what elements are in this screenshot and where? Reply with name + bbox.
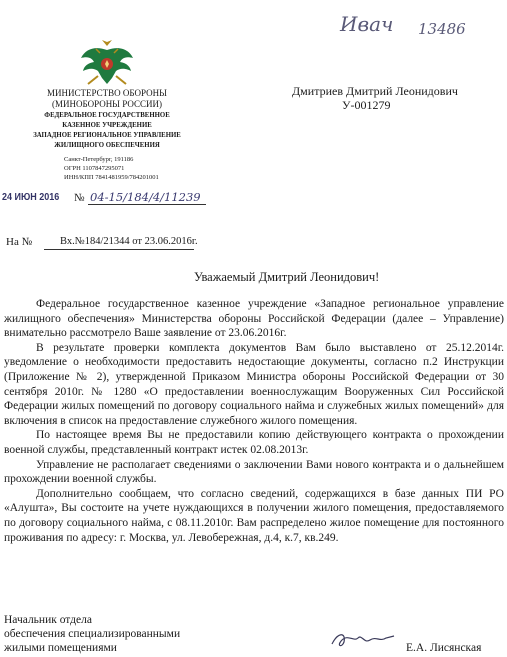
recipient-name: Дмитриев Дмитрий Леонидович — [292, 84, 458, 98]
org-name-line: ФЕДЕРАЛЬНОЕ ГОСУДАРСТВЕННОЕ — [44, 112, 170, 119]
signer-position: Начальник отдела — [4, 614, 92, 626]
double-headed-eagle-emblem — [78, 38, 136, 88]
org-ogrn: ОГРН 1107847295071 — [64, 165, 125, 172]
ministry-short-name: (МИНОБОРОНЫ РОССИИ) — [51, 99, 163, 109]
org-name-line: КАЗЕННОЕ УЧРЕЖДЕНИЕ — [62, 122, 152, 129]
signer-position: жилыми помещениями — [4, 642, 117, 654]
org-inn: ИНН/КПП 7841481959/784201001 — [64, 174, 159, 181]
body-paragraph: Федеральное государственное казенное учреждение «Западное региональное управление жилищного обеспечения» Министерства обороны Российской Федерации (далее – Управление) внимательно рассмотрело Ваше заявление от 23.06.2016г. — [4, 298, 504, 340]
body-paragraph: В результате проверки комплекта документов Вам было выставлено от 25.12.2014г. уведомление о необходимости предоставить недостающие документы, согласно п.2 Инструкции (Приложение № 2), утвержденной Приказом Министра обороны Российской Федерации от 30 сентября 2010г. № 1280 «О предоставлении военнослужащим Вооруженных Сил Российской Федерации жилых помещений по договору социального найма и служебных жилых помещений» для включения в список на предоставление служебного жилого помещения. — [4, 341, 504, 427]
body-paragraph: Дополнительно сообщаем, что согласно сведений, содержащихся в базе данных ПИ РО «Алушта», Вы состоите на учете нуждающихся в получении жилого помещения, предоставляемого по договору социального найма, с 08.11.2010г. Вам распределено жилое помещение для постоянного проживания по адресу: г. Москва, ул. Левобережная, д.4, к.7, кв.249. — [4, 487, 504, 544]
org-name-line: ЖИЛИЩНОГО ОБЕСПЕЧЕНИЯ — [54, 142, 160, 149]
reference-value: Вх.№184/21344 от 23.06.2016г. — [60, 236, 198, 247]
reference-underline — [44, 249, 194, 250]
handwritten-note: Ивач — [340, 12, 394, 36]
outgoing-number-label: № — [74, 192, 85, 204]
salutation: Уважаемый Дмитрий Леонидович! — [194, 270, 380, 284]
recipient-code: У-001279 — [342, 98, 391, 112]
date-stamp: 24 ИЮН 2016 — [2, 192, 60, 203]
signer-name: Е.А. Лисянская — [406, 642, 482, 654]
signer-position: обеспечения специализированными — [4, 628, 181, 640]
outgoing-number: 04-15/184/4/11239 — [90, 190, 201, 204]
org-name-line: ЗАПАДНОЕ РЕГИОНАЛЬНОЕ УПРАВЛЕНИЕ — [33, 132, 181, 139]
handwritten-number: 13486 — [418, 20, 466, 38]
handwritten-signature — [328, 628, 398, 650]
org-address: Санкт-Петербург, 191186 — [64, 156, 134, 163]
ministry-name: МИНИСТЕРСТВО ОБОРОНЫ — [47, 88, 167, 98]
number-underline — [88, 204, 206, 205]
letter-body — [4, 297, 504, 545]
reference-label: На № — [6, 236, 33, 248]
body-paragraph: Управление не располагает сведениями о заключении Вами нового контракта и о дальнейшем прохождении военной службы. — [4, 458, 504, 486]
body-paragraph: По настоящее время Вы не предоставили копию действующего контракта о прохождении военной службы, представленный контракт истек 02.08.2013г. — [4, 429, 504, 456]
